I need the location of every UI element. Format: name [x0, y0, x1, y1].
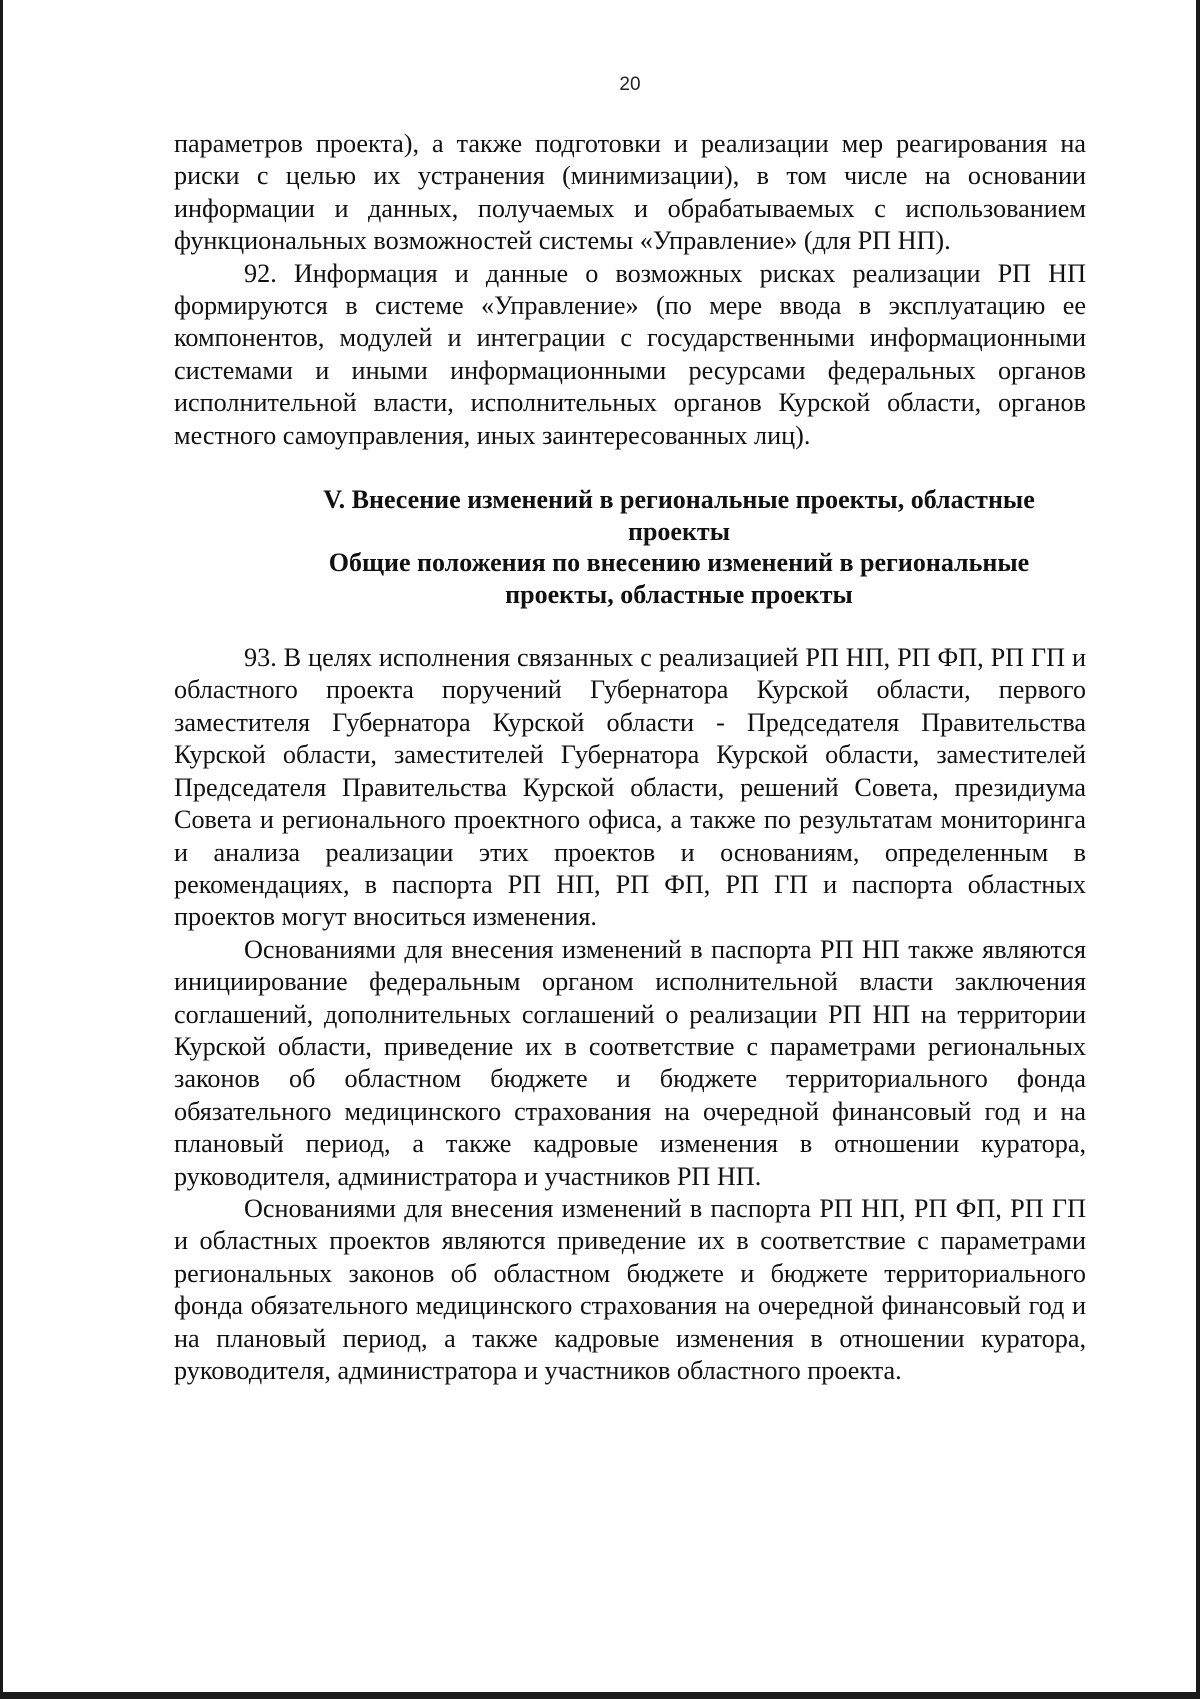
subsection-heading-line-2: проекты, областные проекты — [505, 579, 853, 609]
paragraph-93: 93. В целях исполнения связанных с реализацией РП НП, РП ФП, РП ГП и областного проекта поручений Губернатора Курской области, первого заместителя Губернатора Курской области - Председателя Правительства Курской области, заместителей Губернатора Курской области, заместителей Председателя Правительства Курской области, решений Совета, президиума Совета и регионального проектного офиса, а также по результатам мониторинга и анализа реализации этих проектов и основаниям, определенным в рекомендациях, в паспорта РП НП, РП ФП, РП ГП и паспорта областных проектов могут вноситься изменения. — [174, 643, 1086, 932]
scan-edge-bottom — [0, 1692, 1200, 1699]
scan-edge-left — [0, 0, 3, 1699]
paragraph-continuation: параметров проекта), а также подготовки и реализации мер реагирования на риски с целью их устранения (минимизации), в том числе на основании информации и данных, получаемых и обрабатываемых с использованием функциональных возможностей системы «Управление» (для РП НП). — [174, 129, 1086, 256]
paragraph-92: 92. Информация и данные о возможных рисках реализации РП НП формируются в системе «Управление» (по мере ввода в эксплуатацию ее компонентов, модулей и интеграции с государственными информационными системами и иными информационными ресурсами федеральных органов исполнительной власти, исполнительных органов Курской области, органов местного самоуправления, иных заинтересованных лиц). — [174, 258, 1086, 450]
heading-spacer — [174, 610, 1086, 642]
section-heading-line-1: V. Внесение изменений в региональные проекты, областные — [323, 485, 1035, 515]
subsection-heading-line-1: Общие положения по внесению изменений в региональные — [328, 548, 1030, 578]
paragraph-grounds-rp-np: Основаниями для внесения изменений в паспорта РП НП также являются инициирование федеральным органом исполнительной власти заключения соглашений, дополнительных соглашений о реализации РП НП на территории Курской области, приведение их в соответствие с параметрами региональных законов об областном бюджете и бюджете территориального фонда обязательного медицинского страхования на очередной финансовый год и на плановый период, а также кадровые изменения в отношении куратора, руководителя, администратора и участников РП НП. — [174, 934, 1086, 1191]
paragraph-grounds-all-projects: Основаниями для внесения изменений в паспорта РП НП, РП ФП, РП ГП и областных проектов являются приведение их в соответствие с параметрами региональных законов об областном бюджете и бюджете территориального фонда обязательного медицинского страхования на очередной финансовый год и на плановый период, а также кадровые изменения в отношении куратора, руководителя, администратора и участников областного проекта. — [174, 1193, 1086, 1385]
scan-edge-right — [1196, 0, 1200, 1699]
section-heading-line-2: проекты — [627, 516, 731, 546]
page-number: 20 — [619, 74, 641, 95]
document-body — [174, 128, 1086, 1387]
